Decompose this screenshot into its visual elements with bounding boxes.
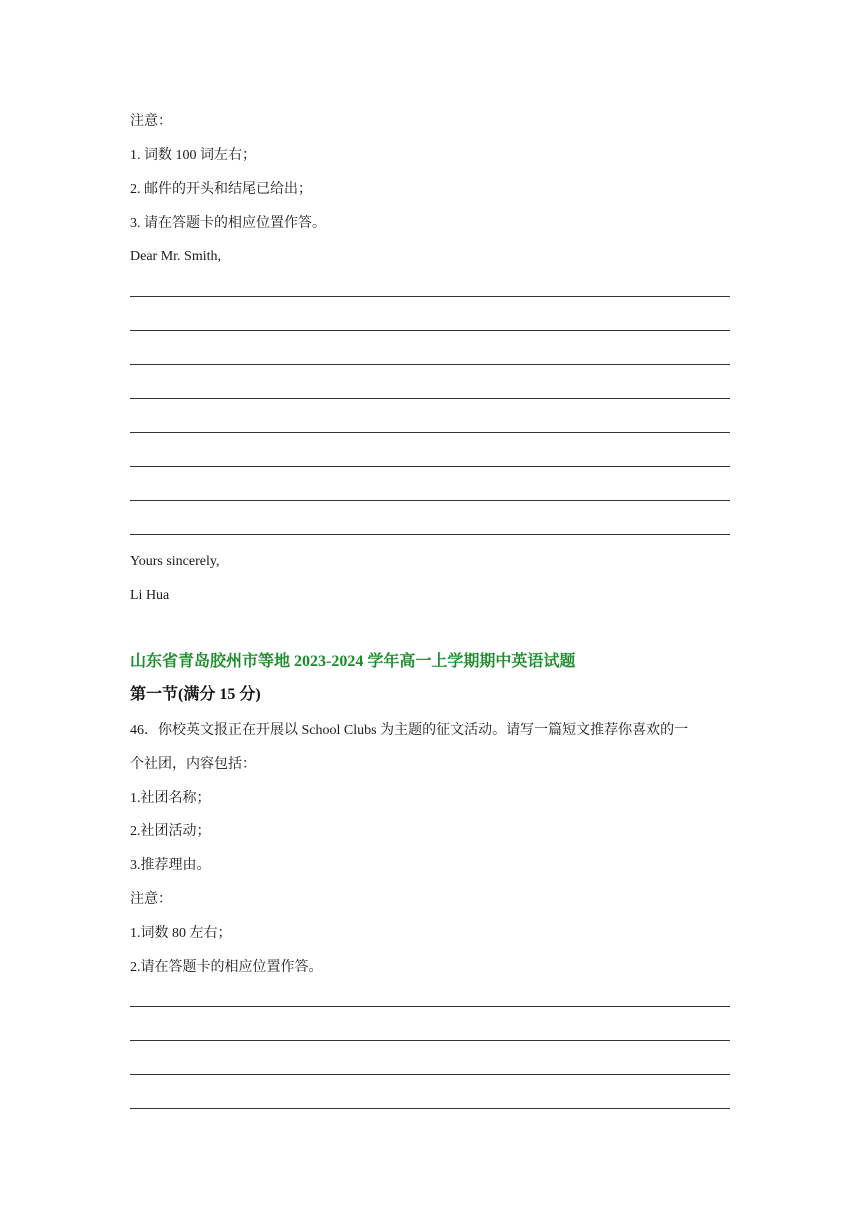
writing-line[interactable]	[130, 1040, 730, 1041]
section-heading: 第一节(满分 15 分)	[130, 686, 261, 703]
exam-title: 山东省青岛胶州市等地 2023-2024 学年高一上学期期中英语试题	[130, 653, 576, 670]
question-text: 个社团，内容包括：	[130, 757, 256, 772]
note-item: 2. 邮件的开头和结尾已给出；	[130, 182, 312, 197]
writing-line[interactable]	[130, 1108, 730, 1109]
writing-line[interactable]	[130, 1074, 730, 1075]
note-item: 3. 请在答题卡的相应位置作答。	[130, 216, 326, 231]
note-item: 2.请在答题卡的相应位置作答。	[130, 960, 323, 975]
letter-closing: Yours sincerely,	[130, 554, 220, 569]
writing-line[interactable]	[130, 330, 730, 331]
writing-line[interactable]	[130, 296, 730, 297]
content-item: 3.推荐理由。	[130, 858, 211, 873]
question-text: 46．你校英文报正在开展以 School Clubs 为主题的征文活动。请写一篇短文推荐你喜欢的一	[130, 723, 689, 738]
content-item: 1.社团名称；	[130, 791, 211, 806]
letter-signature: Li Hua	[130, 588, 170, 603]
writing-line[interactable]	[130, 398, 730, 399]
letter-salutation: Dear Mr. Smith,	[130, 249, 221, 264]
writing-line[interactable]	[130, 500, 730, 501]
content-item: 2.社团活动；	[130, 824, 211, 839]
writing-line[interactable]	[130, 364, 730, 365]
notes-label: 注意：	[130, 892, 172, 907]
note-item: 1.词数 80 左右；	[130, 926, 232, 941]
writing-line[interactable]	[130, 534, 730, 535]
writing-line[interactable]	[130, 1006, 730, 1007]
writing-line[interactable]	[130, 466, 730, 467]
notes-label: 注意：	[130, 114, 172, 129]
writing-line[interactable]	[130, 432, 730, 433]
note-item: 1. 词数 100 词左右；	[130, 148, 256, 163]
